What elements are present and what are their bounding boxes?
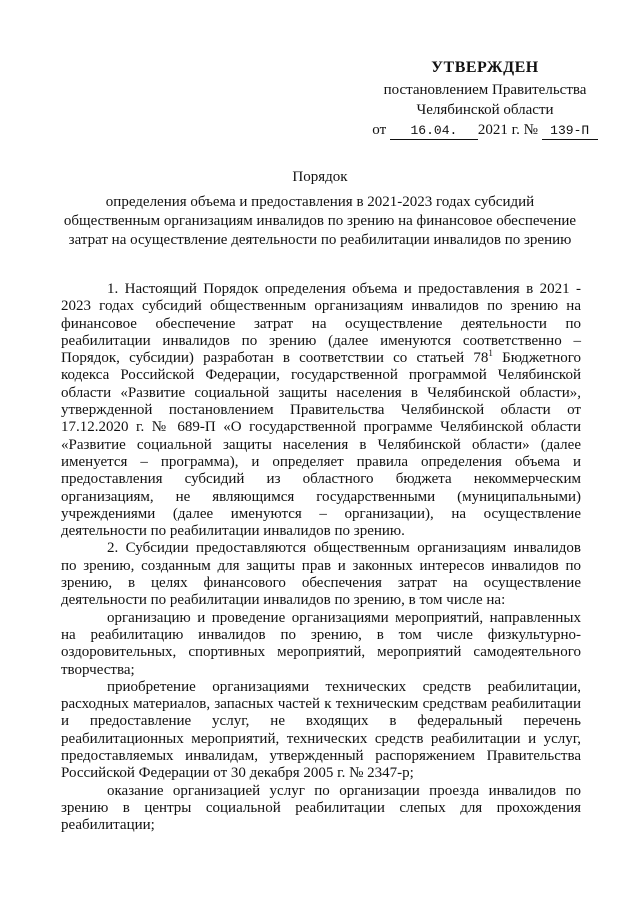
- approval-line-2: Челябинской области: [416, 102, 554, 118]
- approval-title: УТВЕРЖДЕН: [431, 59, 539, 76]
- approval-line-1: постановлением Правительства: [383, 82, 587, 98]
- paragraph-2: 2. Субсидии предоставляются общественным организациям инвалидов по зрению, созданным для защиты прав и законных интересов инвалидов по зрению, в целях финансового обеспечения затрат на осуществление деятельности по реабилитации инвалидов по зрению, в том числе на:: [61, 540, 581, 609]
- title-line-1: Порядок: [292, 169, 348, 185]
- date-prefix: от: [372, 122, 387, 138]
- paragraph-5: оказание организацией услуг по организации проезда инвалидов по зрению в центры социальной реабилитации слепых для прохождения реабилитации;: [61, 782, 581, 834]
- paragraph-1-part-a: 1. Настоящий Порядок определения объема и предоставления в 2021 - 2023 годах субсидий общественным организациям инвалидов по зрению на финансовое обеспечение затрат на осуществление деятельности по реабилитации инвалидов по зрению (далее именуются соответственно – Порядок, субсидии) разработан в соответствии со статьей 78: [61, 281, 581, 367]
- paragraph-1-part-b: Бюджетного кодекса Российской Федерации, государственной программой Челябинской области «Развитие социальной защиты населения в Челябинской области», утвержденной постановлением Правительства Челябинской области от 17.12.2020 г. № 689-П «О государственной программе Челябинской области «Развитие социальной защиты населения в Челябинской области» (далее именуется – программа), и определяет правила определения объема и предоставления субсидий из областного бюджета некоммерческим организациям, не являющимся государственными (муниципальными) учреждениями (далее именуются – организации), на осуществление деятельности по реабилитации инвалидов по зрению.: [61, 350, 581, 540]
- title-line-4: затрат на осуществление деятельности по реабилитации инвалидов по зрению: [68, 232, 572, 248]
- paragraph-1: [61, 281, 581, 540]
- date-value: 16.04.: [390, 123, 478, 140]
- paragraph-3: организацию и проведение организациями мероприятий, направленных на реабилитацию инвалидов по зрению, в том числе физкультурно-оздоровительных, спортивных мероприятий, мероприятий самодеятельного творчества;: [61, 609, 581, 678]
- document-body: [61, 281, 581, 835]
- approval-stamp: [360, 58, 610, 140]
- paragraph-4: приобретение организациями технических средств реабилитации, расходных материалов, запасных частей к техническим средствам реабилитации и предоставление услуг, не входящих в федеральный перечень реабилитационных мероприятий, технических средств реабилитации и услуг, предоставляемых инвалидам, утвержденный распоряжением Правительства Российской Федерации от 30 декабря 2005 г. № 2347-р;: [61, 678, 581, 782]
- year-suffix: 2021 г. №: [477, 122, 538, 138]
- paragraph-1-superscript: 1: [488, 348, 493, 359]
- approval-date-line: [360, 120, 610, 140]
- title-line-3: общественным организациям инвалидов по зрению на финансовое обеспечение: [63, 213, 577, 229]
- document-title: [40, 168, 600, 250]
- title-line-2: определения объема и предоставления в 2021-2023 годах субсидий: [105, 194, 535, 210]
- document-number: 139-П: [542, 123, 598, 140]
